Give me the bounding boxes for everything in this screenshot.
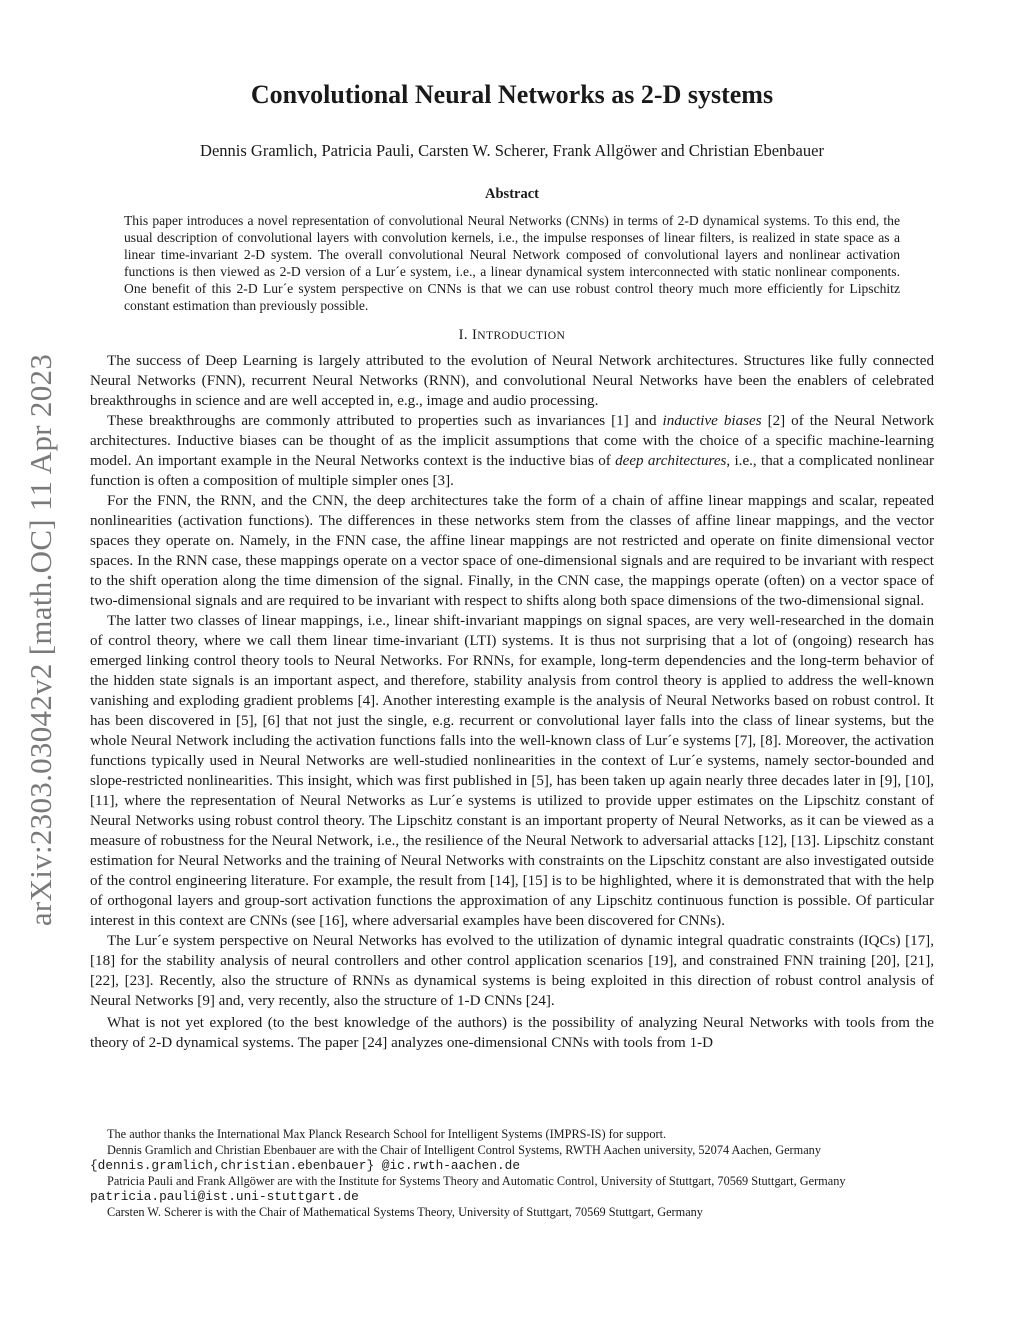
section-title-rest: NTRODUCTION	[477, 329, 566, 342]
author-list: Dennis Gramlich, Patricia Pauli, Carsten W. Scherer, Frank Allgöwer and Christian Ebenbauer	[200, 141, 824, 160]
paragraph-2-part-b: [2] of the Neural Network architectures. Inductive biases can be thought of as the implicit assumptions that come with the choice of a specific machine-learning model. An important example in the Neural Networks context is the inductive bias of	[90, 413, 935, 469]
paragraph-2	[90, 411, 934, 491]
paragraph-4: The latter two classes of linear mappings, i.e., linear shift-invariant mappings on signal spaces, are very well-researched in the domain of control theory, where we call them linear time-invariant (LTI) systems. It is thus not surprising that a lot of (ongoing) research has emerged linking control theory tools to Neural Networks. For RNNs, for example, long-term dependencies and the long-term behavior of the hidden state signals is an important aspect, and therefore, stability analysis from control theory is applied to address the well-known vanishing and exploding gradient problems [4]. Another interesting example is the analysis of Neural Networks based on robust control. It has been discovered in [5], [6] that not just the single, e.g. recurrent or convolutional layer falls into the class of linear systems, but the whole Neural Network including the activation functions falls into the well-known class of Lur´e systems [7], [8]. Moreover, the activation functions typically used in Neural Networks are well-studied nonlinearities in the context of Lur´e systems, namely sector-bounded and slope-restricted nonlinearities. This insight, which was first published in [5], has been taken up again nearly three decades later in [9], [10], [11], where the representation of Neural Networks as Lur´e systems is utilized to provide upper estimates on the Lipschitz constant of Neural Networks using robust control theory. The Lipschitz constant is an important property of Neural Networks, as it can be viewed as a measure of robustness for the Neural Network, i.e., the resilience of the Neural Network to adversarial attacks [12], [13]. Lipschitz constant estimation for Neural Networks and the training of Neural Networks with constraints on the Lipschitz constant are also investigated outside of the control engineering literature. For example, the result from [14], [15] is to be highlighted, where it is demonstrated that with the help of orthogonal layers and group-sort activation functions the approximation of any Lipschitz continuous function is possible. Of particular interest in this context are CNNs (see [16], where adversarial examples have been discovered for CNNs).	[90, 613, 934, 929]
arxiv-margin-stamp	[0, 0, 88, 1325]
footnote-affiliation-stuttgart-math: Carsten W. Scherer is with the Chair of Mathematical Systems Theory, University of Stuttgart, 70569 Stuttgart, Germany	[107, 1204, 703, 1219]
footnotes	[90, 1127, 934, 1221]
arxiv-identifier: arXiv:2303.03042v2 [math.OC] 11 Apr 2023	[23, 353, 58, 927]
abstract-body: This paper introduces a novel representation of convolutional Neural Networks (CNNs) in terms of 2-D dynamical systems. To this end, the usual description of convolutional layers with convolution kernels, i.e., the impulse responses of linear filters, is realized in state space as a linear time-invariant 2-D system. The overall convolutional Neural Network composed of convolutional layers and nonlinear activation functions is then viewed as 2-D version of a Lur´e system, i.e., a linear dynamical system interconnected with static nonlinear components. One benefit of this 2-D Lur´e system perspective on CNNs is that we can use robust control theory much more efficiently for Lipschitz constant estimation than previously possible.	[124, 213, 900, 313]
abstract-heading: Abstract	[485, 186, 539, 202]
section-heading-introduction	[90, 327, 934, 344]
footnote-affiliation-rwth: Dennis Gramlich and Christian Ebenbauer are with the Chair of Intelligent Control Systems, RWTH Aachen university, 52074 Aachen, Germany	[107, 1142, 821, 1157]
footnote-affiliation-stuttgart-ist: Patricia Pauli and Frank Allgöwer are with the Institute for Systems Theory and Automatic Control, University of Stuttgart, 70569 Stuttgart, Germany	[107, 1173, 846, 1188]
footnote-email-rwth: {dennis.gramlich,christian.ebenbauer} @ic.rwth-aachen.de	[90, 1158, 521, 1174]
section-title-initial: I	[471, 327, 478, 343]
paragraph-2-part-c: , i.e., that a complicated nonlinear function is often a composition of multiple simpler ones [3].	[90, 453, 934, 489]
section-number: I.	[458, 327, 468, 343]
paragraph-3: For the FNN, the RNN, and the CNN, the deep architectures take the form of a chain of affine linear mappings and scalar, repeated nonlinearities (activation functions). The differences in these networks stem from the classes of affine linear mappings, and the vector spaces they operate on. Namely, in the FNN case, the affine linear mappings are not restricted and operate on finite dimensional vector spaces. In the RNN case, these mappings operate on a vector space of one-dimensional signals and are required to be invariant with respect to the shift operation along the time dimension of the signal. Finally, in the CNN case, the mappings operate (often) on a vector space of two-dimensional signals and are required to be invariant with respect to shifts along both space dimensions of the two-dimensional signal.	[90, 493, 934, 609]
paragraph-2-part-a: These breakthroughs are commonly attributed to properties such as invariances [1] and	[107, 413, 663, 429]
emphasis-deep-architectures: deep architectures	[615, 453, 727, 469]
paragraph-5: The Lur´e system perspective on Neural Networks has evolved to the utilization of dynamic integral quadratic constraints (IQCs) [17], [18] for the stability analysis of neural controllers and other control application scenarios [19], and constrained FNN training [20], [21], [22], [23]. Recently, also the structure of RNNs as dynamical systems is being exploited in this direction of robust control analysis of Neural Networks [9] and, very recently, also the structure of 1-D CNNs [24].	[90, 933, 934, 1009]
footnote-email-stuttgart: patricia.pauli@ist.uni-stuttgart.de	[90, 1189, 359, 1205]
footnote-funding: The author thanks the International Max Planck Research School for Intelligent Systems (IMPRS-IS) for support.	[107, 1127, 667, 1141]
emphasis-inductive-biases: inductive biases	[662, 413, 762, 429]
introduction-body	[90, 351, 934, 1053]
paragraph-1: The success of Deep Learning is largely attributed to the evolution of Neural Network architectures. Structures like fully connected Neural Networks (FNN), recurrent Neural Networks (RNN), and convolutional Neural Networks have been the enablers of celebrated breakthroughs in science and are well accepted in, e.g., image and audio processing.	[90, 353, 934, 409]
paragraph-6: What is not yet explored (to the best knowledge of the authors) is the possibility of analyzing Neural Networks with tools from the theory of 2-D dynamical systems. The paper [24] analyzes one-dimensional CNNs with tools from 1-D	[90, 1015, 934, 1051]
paper-title: Convolutional Neural Networks as 2-D systems	[250, 80, 774, 109]
